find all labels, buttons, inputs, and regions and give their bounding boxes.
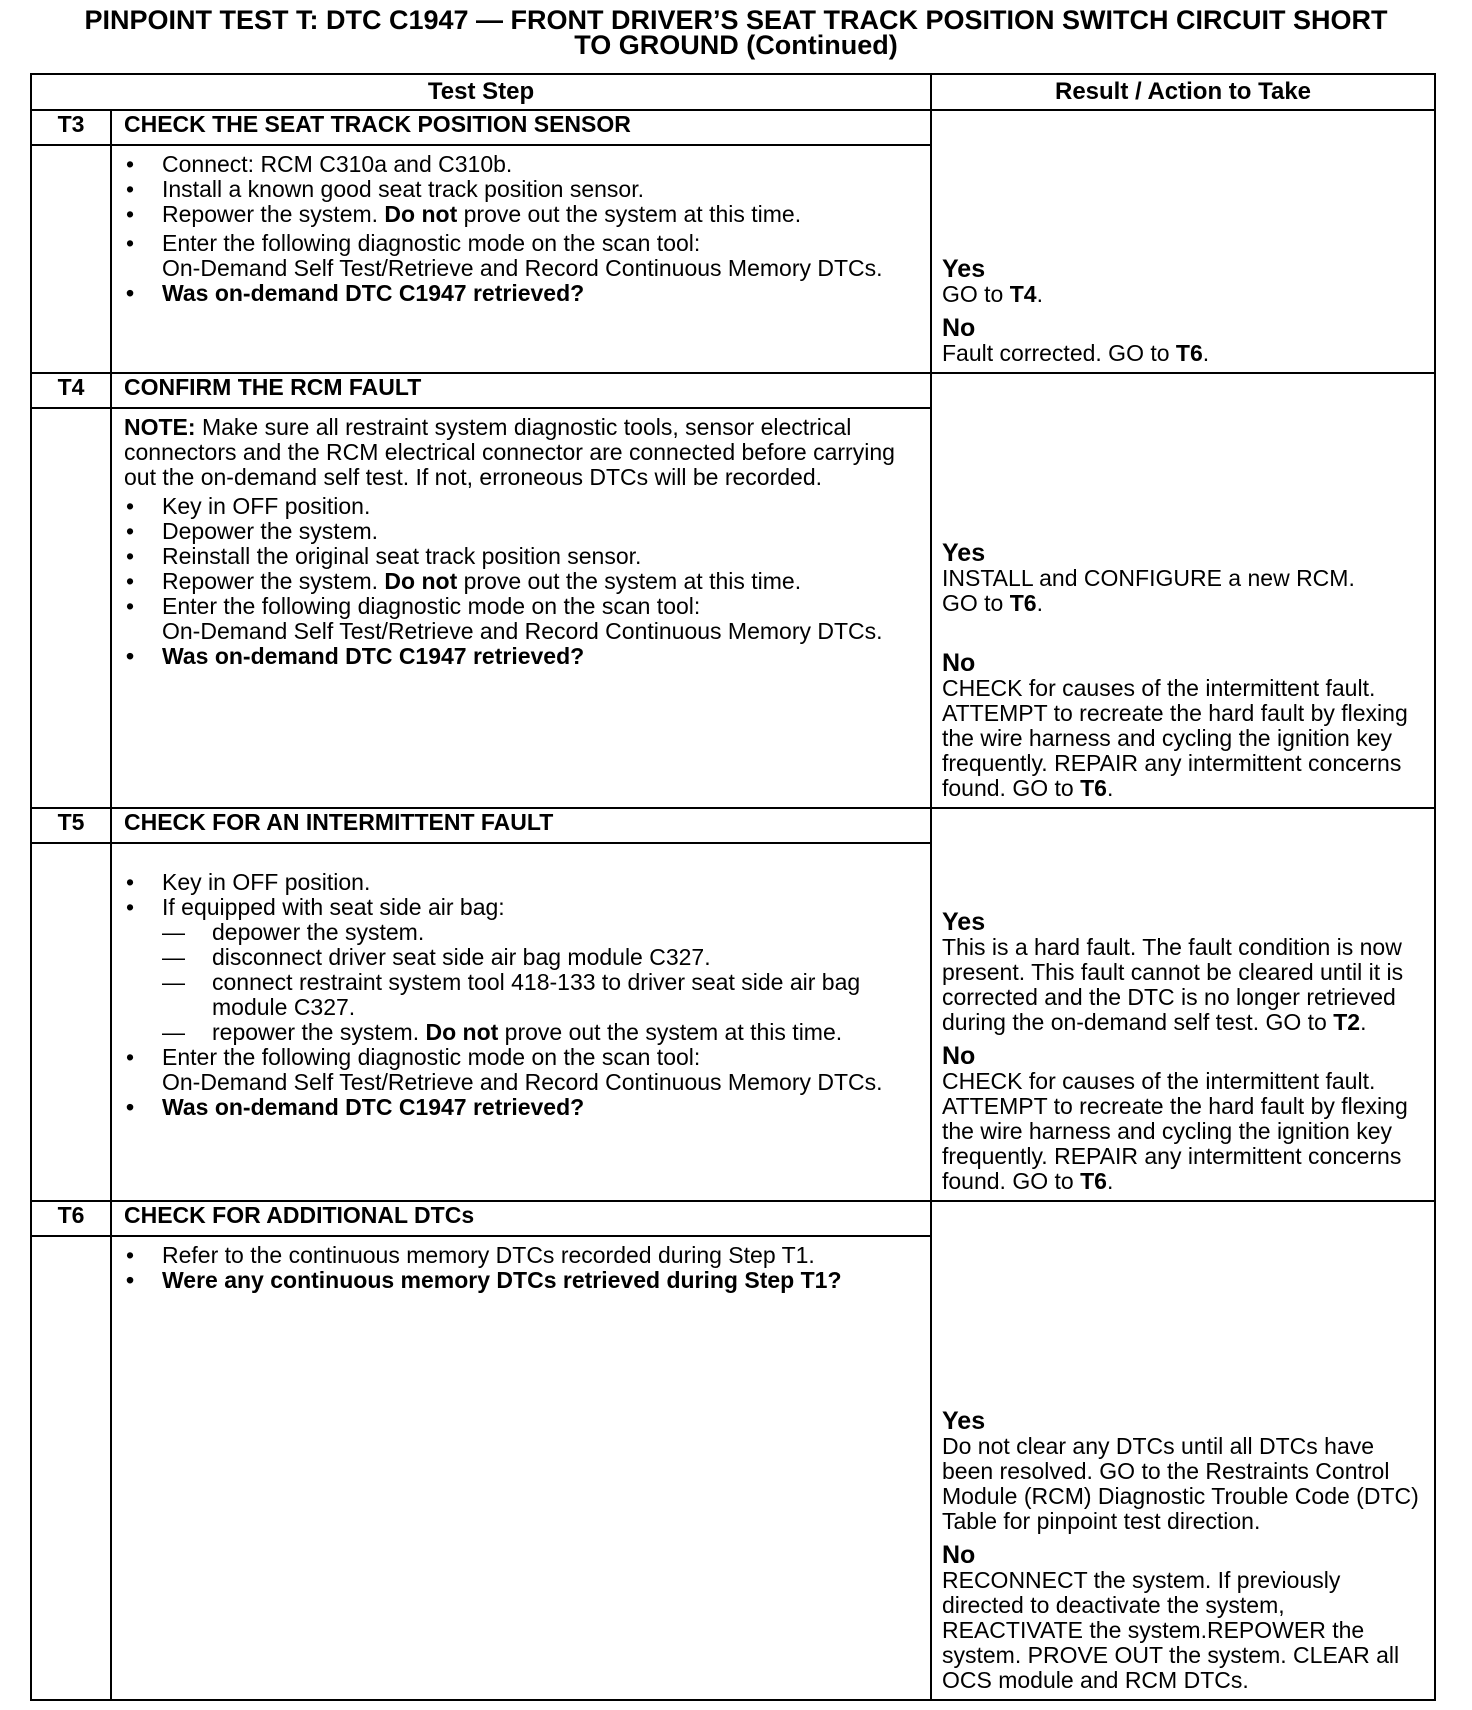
title-line-1: PINPOINT TEST T: DTC C1947 — FRONT DRIVER’S SEAT TRACK POSITION SWITCH CIRCUIT SHORT [84,5,1388,35]
step-heading: CHECK FOR AN INTERMITTENT FAULT [111,808,931,843]
result-yes-text: GO to T4. [942,281,1043,307]
result-yes-label: Yes [942,1407,986,1435]
table-header-row [31,74,1435,110]
result-yes-goto: GO to T6. [942,590,1043,616]
column-header-result: Result / Action to Take [931,74,1435,110]
result-no-text: CHECK for causes of the intermittent fault. ATTEMPT to recreate the hard fault by flexing the wire harness and cycling the ignition key frequently. REPAIR any intermittent concerns found. GO to T6. [942,1068,1408,1194]
step-t5-result [931,808,1435,1201]
step-t6-header-row [31,1201,1435,1236]
result-no-text: RECONNECT the system. If previously directed to deactivate the system, REACTIVATE the system.REPOWER the system. PROVE OUT the system. CLEAR all OCS module and RCM DTCs. [942,1567,1400,1693]
result-yes-text: Do not clear any DTCs until all DTCs have been resolved. GO to the Restraints Control Module (RCM) Diagnostic Trouble Code (DTC) Table for pinpoint test direction. [942,1433,1419,1534]
step-item: • Key in OFF position. [124,870,914,895]
step-item: • Reinstall the original seat track position sensor. [124,544,914,569]
result-no-label: No [942,1541,976,1569]
step-heading: CHECK FOR ADDITIONAL DTCs [111,1201,931,1236]
step-t3-result [931,110,1435,373]
step-t6-body [111,1236,931,1700]
result-no-label: No [942,1042,976,1070]
result-yes-label: Yes [942,255,986,283]
step-item: • Enter the following diagnostic mode on the scan tool: On-Demand Self Test/Retrieve and Record Continuous Memory DTCs. [124,231,914,281]
result-no-text: CHECK for causes of the intermittent fault. ATTEMPT to recreate the hard fault by flexing the wire harness and cycling the ignition key frequently. REPAIR any intermittent concerns found. GO to T6. [942,675,1408,801]
step-number: T4 [31,373,111,408]
result-yes-label: Yes [942,539,986,567]
step-t4-result [931,373,1435,808]
step-t5-body [111,843,931,1201]
result-no-label: No [942,649,976,677]
step-t3-header-row [31,110,1435,145]
step-item: • Enter the following diagnostic mode on the scan tool: On-Demand Self Test/Retrieve and Record Continuous Memory DTCs. [124,1045,914,1095]
step-note: NOTE: Make sure all restraint system diagnostic tools, sensor electrical connectors and the RCM electrical connector are connected before carrying out the on-demand self test. If not, erroneous DTCs will be recorded. [124,414,895,490]
step-number: T5 [31,808,111,843]
step-item: • Repower the system. Do not prove out the system at this time. [124,202,914,227]
result-yes-text: This is a hard fault. The fault condition is now present. This fault cannot be cleared until it is corrected and the DTC is no longer retrieved during the on-demand self test. GO to T2. [942,934,1404,1035]
step-question: • Was on-demand DTC C1947 retrieved? [124,281,914,306]
step-number: T6 [31,1201,111,1236]
result-yes-label: Yes [942,908,986,936]
result-yes-text: INSTALL and CONFIGURE a new RCM. [942,565,1355,591]
step-number: T3 [31,110,111,145]
step-item: • Connect: RCM C310a and C310b. [124,152,914,177]
step-item: • Depower the system. [124,519,914,544]
sub-step-item: — depower the system. [162,920,914,945]
step-item: • Install a known good seat track position sensor. [124,177,914,202]
pinpoint-test-table [30,73,1436,1701]
result-no-label: No [942,314,976,342]
step-item: • If equipped with seat side air bag: — depower the system. — disconnect driver seat side air bag module C327. — connect restraint system tool 418-133 to driver seat side air bag module C327. — repower the system. Do not prove out the system at this time. [124,895,914,1045]
page-title [30,5,1442,60]
step-question: • Was on-demand DTC C1947 retrieved? [124,644,914,669]
step-item: • Refer to the continuous memory DTCs recorded during Step T1. [124,1243,914,1268]
step-heading: CHECK THE SEAT TRACK POSITION SENSOR [111,110,931,145]
step-t5-header-row [31,808,1435,843]
column-header-test-step: Test Step [31,74,931,110]
step-t6-result [931,1201,1435,1700]
step-item: • Repower the system. Do not prove out the system at this time. [124,569,914,594]
step-heading: CONFIRM THE RCM FAULT [111,373,931,408]
step-t3-body [111,145,931,373]
title-line-2: TO GROUND (Continued) [574,30,898,60]
sub-step-item: — repower the system. Do not prove out the system at this time. [162,1020,914,1045]
step-question: • Was on-demand DTC C1947 retrieved? [124,1095,914,1120]
sub-step-item: — disconnect driver seat side air bag module C327. [162,945,914,970]
result-no-text: Fault corrected. GO to T6. [942,340,1210,366]
step-item: • Key in OFF position. [124,494,914,519]
sub-step-item: — connect restraint system tool 418-133 to driver seat side air bag module C327. [162,970,914,1020]
step-t4-header-row [31,373,1435,408]
step-question: • Were any continuous memory DTCs retrieved during Step T1? [124,1268,914,1293]
step-item: • Enter the following diagnostic mode on the scan tool: On-Demand Self Test/Retrieve and Record Continuous Memory DTCs. [124,594,914,644]
step-t4-body [111,408,931,808]
